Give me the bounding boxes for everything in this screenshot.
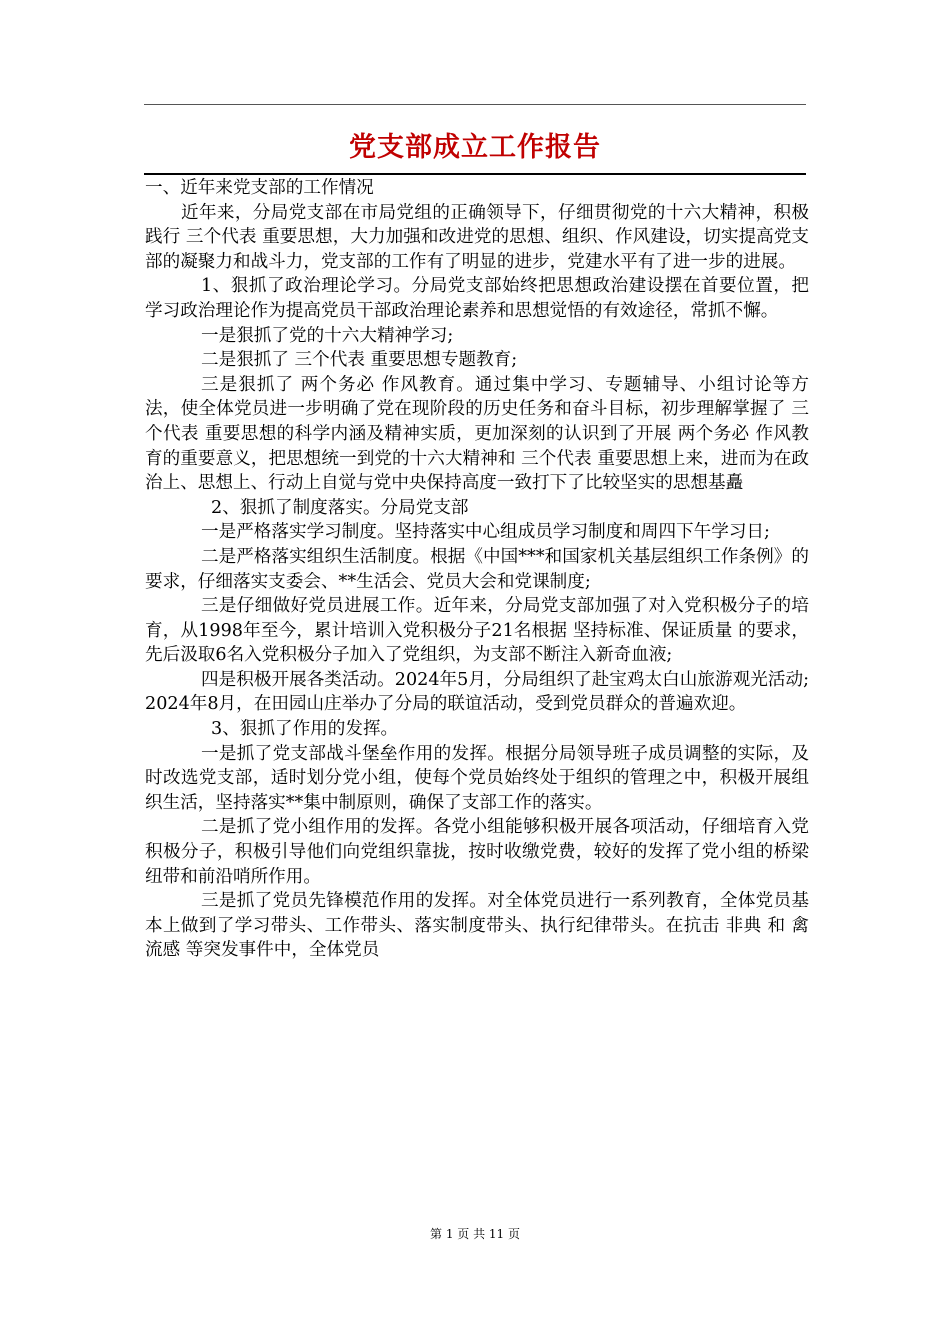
list-item: 二是严格落实组织生活制度。根据《中国***和国家机关基层组织工作条例》的要求，仔细落实支委会、**生活会、党员大会和党课制度;	[145, 546, 809, 592]
list-item: 一是严格落实学习制度。坚持落实中心组成员学习制度和周四下午学习日;	[201, 522, 770, 543]
subsection-paragraph: 3、狠抓了作用的发挥。	[211, 719, 399, 740]
list-item: 二是抓了党小组作用的发挥。各党小组能够积极开展各项活动，仔细培育入党积极分子，积极引导他们向党组织靠拢，按时收缴党费，较好的发挥了党小组的桥梁纽带和前沿哨所作用。	[145, 817, 809, 887]
paragraph: 近年来，分局党支部在市局党组的正确领导下，仔细贯彻党的十六大精神，积极践行 三个代表 重要思想，大力加强和改进党的思想、组织、作风建设，切实提高党支部的凝聚力和战斗力，党支部的工作有了明显的进步，党建水平有了进一步的进展。	[145, 202, 809, 272]
title-underline	[144, 173, 806, 175]
list-item: 四是积极开展各类活动。2024年5月，分局组织了赴宝鸡太白山旅游观光活动;2024年8月，在田园山庄举办了分局的联谊活动，受到党员群众的普遍欢迎。	[145, 669, 809, 715]
document-title: 党支部成立工作报告	[349, 132, 601, 163]
section-heading: 一、近年来党支部的工作情况	[145, 178, 374, 198]
document-body	[145, 176, 809, 963]
list-item: 二是狠抓了 三个代表 重要思想专题教育;	[201, 350, 518, 371]
list-item: 三是抓了党员先锋模范作用的发挥。对全体党员进行一系列教育，全体党员基本上做到了学习带头、工作带头、落实制度带头、执行纪律带头。在抗击 非典 和 禽流感 等突发事件中，全体党员	[145, 891, 809, 961]
subsection-paragraph: 1、狠抓了政治理论学习。分局党支部始终把思想政治建设摆在首要位置，把学习政治理论作为提高党员干部政治理论素养和思想觉悟的有效途径，常抓不懈。	[145, 276, 809, 321]
list-item: 一是抓了党支部战斗堡垒作用的发挥。根据分局领导班子成员调整的实际，及时改选党支部，适时划分党小组，使每个党员始终处于组织的管理之中，积极开展组织生活，坚持落实**集中制原则，确保了支部工作的落实。	[145, 743, 809, 813]
page-number: 第 1 页 共 11 页	[430, 1227, 520, 1241]
list-item: 一是狠抓了党的十六大精神学习;	[201, 325, 454, 346]
list-item: 三是仔细做好党员进展工作。近年来，分局党支部加强了对入党积极分子的培育，从1998年至今，累计培训入党积极分子21名根据 坚持标准、保证质量 的要求，先后汲取6名入党积极分子加入了党组织，为支部不断注入新奇血液;	[145, 596, 809, 666]
subsection-paragraph: 2、狠抓了制度落实。分局党支部	[211, 497, 469, 518]
list-item: 三是狠抓了 两个务必 作风教育。通过集中学习、专题辅导、小组讨论等方法，使全体党员进一步明确了党在现阶段的历史任务和奋斗目标，初步理解掌握了 三个代表 重要思想的科学内涵及精神实质，更加深刻的认识到了开展 两个务必 作风教育的重要意义，把思想统一到党的十六大精神和 三个代表 重要思想上来，进而为在政治上、思想上、行动上自觉与党中央保持高度一致打下了比较坚实的思想基矗	[145, 374, 809, 494]
header-rule	[144, 104, 806, 105]
